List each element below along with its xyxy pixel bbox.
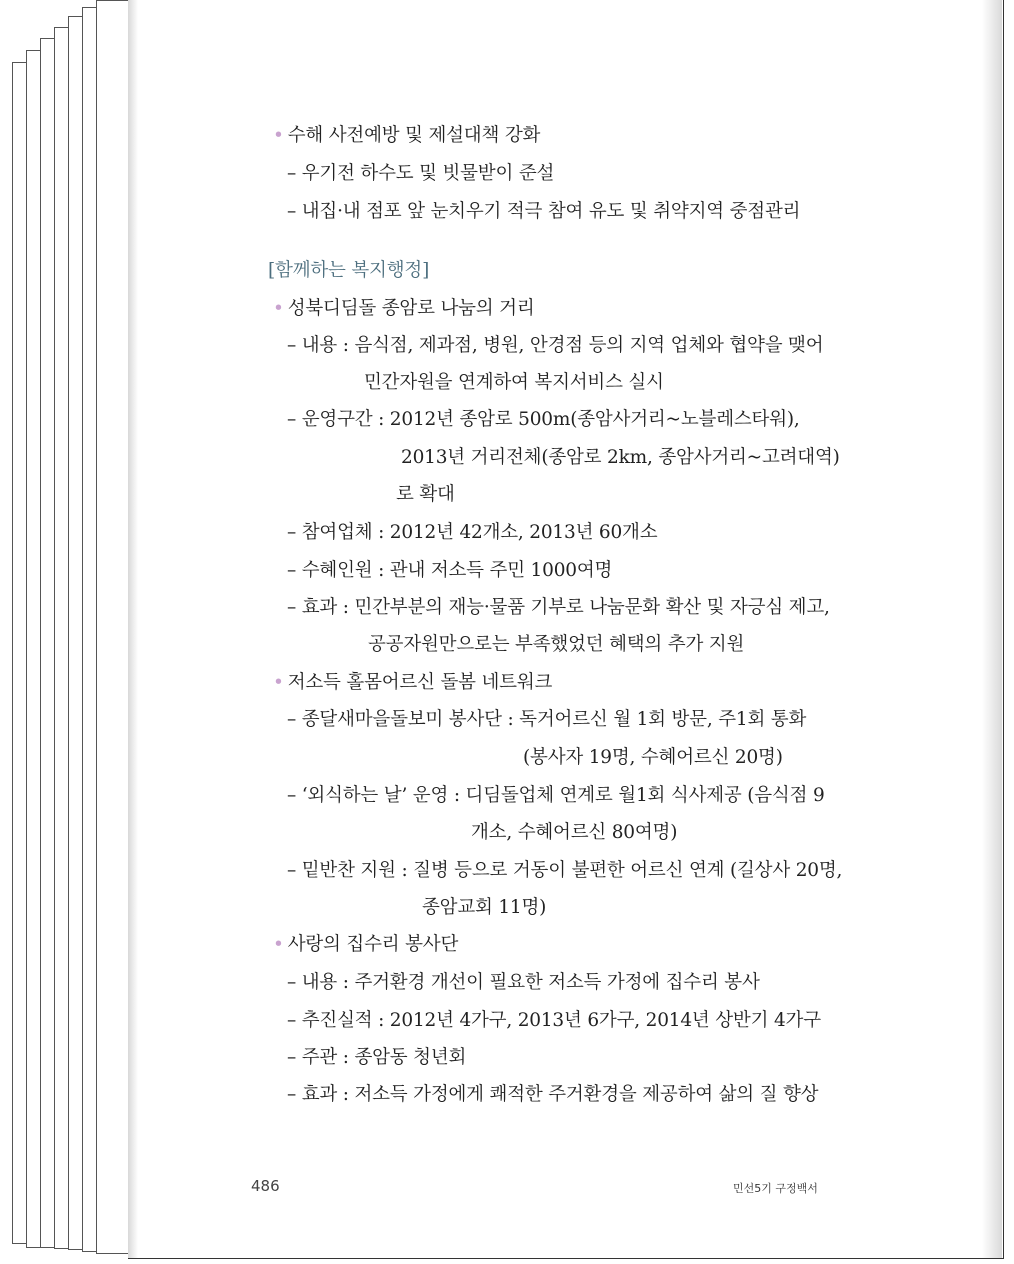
page-right-shadow	[982, 0, 1002, 1258]
sub-item: – 종달새마을돌보미 봉사단 : 독거어르신 월 1회 방문, 주1회 통화	[287, 709, 807, 730]
document-page	[128, 0, 1004, 1259]
sub-item: – 운영구간 : 2012년 종암로 500m(종암사거리~노블레스타워),	[287, 409, 800, 430]
bullet-heading: • 저소득 홀몸어르신 돌봄 네트워크	[273, 671, 552, 695]
sub-item: – 참여업체 : 2012년 42개소, 2013년 60개소	[287, 522, 658, 543]
section-heading: [함께하는 복지행정]	[268, 260, 430, 281]
sub-item: – 효과 : 민간부분의 재능·물품 기부로 나눔문화 확산 및 자긍심 제고,	[287, 597, 830, 618]
sub-item-continuation: 2013년 거리전체(종암로 2km, 종암사거리~고려대역)	[401, 447, 840, 468]
bullet-heading: • 사랑의 집수리 봉사단	[273, 933, 458, 957]
sub-item-continuation: 로 확대	[396, 484, 455, 505]
sub-item: – 주관 : 종암동 청년회	[287, 1047, 467, 1068]
sub-item: – 내용 : 주거환경 개선이 필요한 저소득 가정에 집수리 봉사	[287, 972, 760, 993]
sub-item-continuation: 개소, 수혜어르신 80여명)	[471, 822, 678, 843]
sub-item: – 추진실적 : 2012년 4가구, 2013년 6가구, 2014년 상반기 4가구	[287, 1010, 821, 1031]
sub-item: – 내용 : 음식점, 제과점, 병원, 안경점 등의 지역 업체와 협약을 맺어	[287, 335, 824, 356]
page-number: 486	[251, 1177, 280, 1195]
book-title: 민선5기 구정백서	[733, 1182, 818, 1195]
sub-item-continuation: 공공자원만으로는 부족했었던 혜택의 추가 지원	[368, 634, 745, 655]
sub-item: – 내집·내 점포 앞 눈치우기 적극 참여 유도 및 취약지역 중점관리	[287, 201, 801, 222]
bullet-heading: • 수해 사전예방 및 제설대책 강화	[273, 124, 540, 148]
sub-item: – ‘외식하는 날’ 운영 : 디딤돌업체 연계로 월1회 식사제공 (음식점 9	[287, 785, 825, 806]
sub-item-continuation: (봉사자 19명, 수혜어르신 20명)	[523, 747, 783, 768]
sub-item-continuation: 종암교회 11명)	[422, 897, 547, 918]
page-fold-shadow	[128, 0, 138, 1258]
sub-item: – 우기전 하수도 및 빗물받이 준설	[287, 163, 555, 184]
sub-item: – 수혜인원 : 관내 저소득 주민 1000여명	[287, 560, 613, 581]
bullet-heading: • 성북디딤돌 종암로 나눔의 거리	[273, 297, 535, 321]
sub-item-continuation: 민간자원을 연계하여 복지서비스 실시	[364, 372, 664, 393]
sub-item: – 효과 : 저소득 가정에게 쾌적한 주거환경을 제공하여 삶의 질 향상	[287, 1084, 819, 1105]
sub-item: – 밑반찬 지원 : 질병 등으로 거동이 불편한 어르신 연계 (길상사 20명,	[287, 860, 843, 881]
